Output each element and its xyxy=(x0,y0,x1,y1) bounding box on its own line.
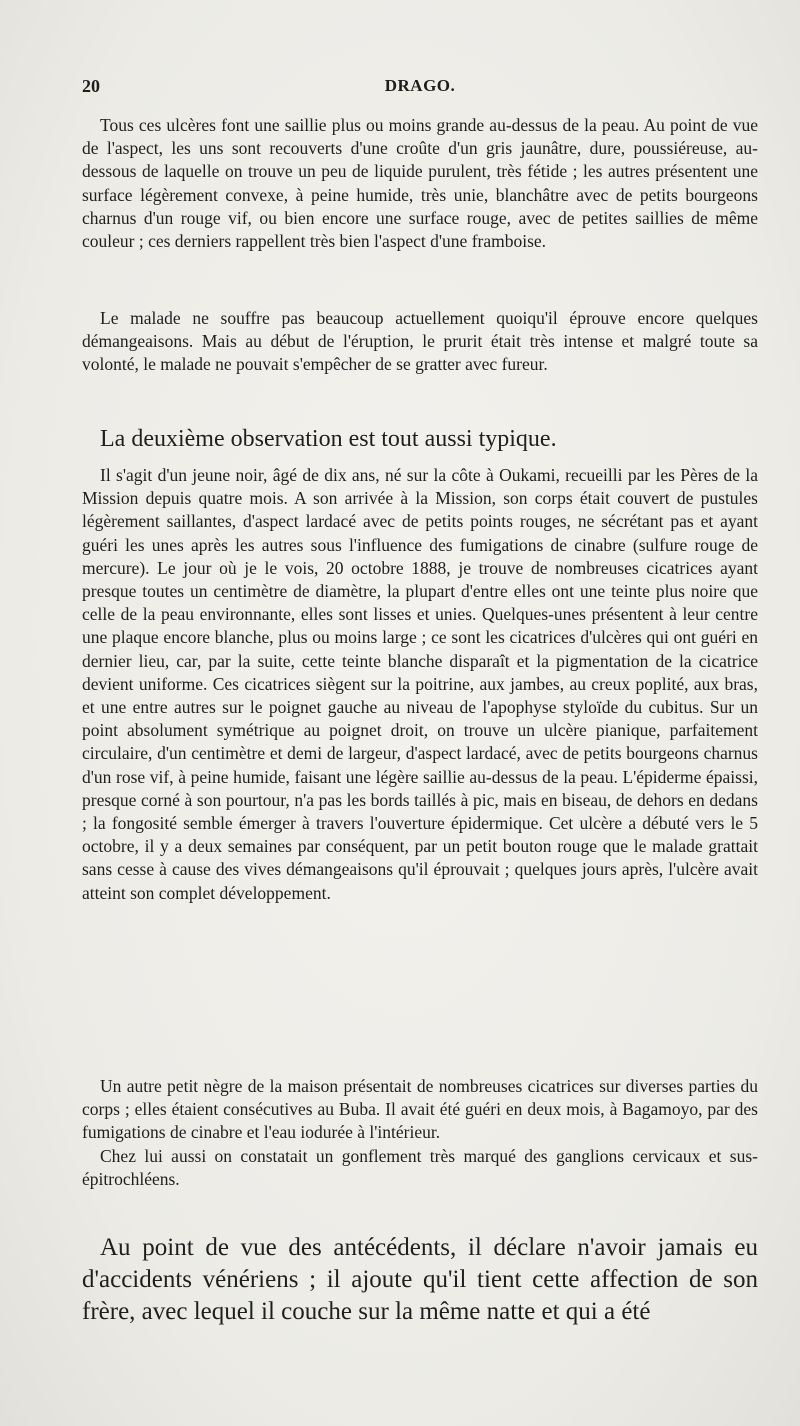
section-heading: La deuxième observation est tout aussi typique. xyxy=(100,426,557,452)
paragraph-another-patient xyxy=(82,1075,758,1145)
page-number: 20 xyxy=(82,76,100,96)
paragraph-text: Au point de vue des antécédents, il déclare n'avoir jamais eu d'accidents vénériens ; il ajoute qu'il tient cette affection de son frère, avec lequel il couche sur la même natte et qui a été xyxy=(82,1234,758,1325)
paragraph-ganglions xyxy=(82,1145,758,1191)
paragraph-text: Le malade ne souffre pas beaucoup actuellement quoiqu'il éprouve encore quelques démangeaisons. Mais au début de l'éruption, le prurit était très intense et malgré toute sa volonté, le malade ne pouvait s'empêcher de se gratter avec fureur. xyxy=(82,308,758,375)
running-head: DRAGO. xyxy=(384,76,456,95)
paragraph-text: Tous ces ulcères font une saillie plus ou moins grande au-dessus de la peau. Au point de vue de l'aspect, les uns sont recouverts d'une croûte d'un gris jaunâtre, dure, poussiéreuse, au-dessous de laquelle on trouve un peu de liquide purulent, très fétide ; les autres présentent une surface légèrement convexe, à peine humide, très unie, blanchâtre avec de petits bourgeons charnus d'un rouge vif, ou bien encore une surface rouge, avec de petites saillies de même couleur ; ces derniers rappellent très bien l'aspect d'une framboise. xyxy=(82,115,758,252)
paragraph-antecedents xyxy=(82,1232,758,1328)
paragraph-text: Chez lui aussi on constatait un gonflement très marqué des ganglions cervicaux et sus-épitrochléens. xyxy=(82,1146,758,1190)
paragraph-text: Il s'agit d'un jeune noir, âgé de dix ans, né sur la côte à Oukami, recueilli par les Pères de la Mission depuis quatre mois. A son arrivée à la Mission, son corps était couvert de pustules légèrement saillantes, d'aspect lardacé avec de petits points rouges, ne sécrétant pas et ayant guéri les unes après les autres sous l'influence des fumigations de cinabre (sulfure rouge de mercure). Le jour où je le vois, 20 octobre 1888, je trouve de nombreuses cicatrices ayant presque toutes un centimètre de diamètre, la plupart d'entre elles ont une teinte plus noire que celle de la peau environnante, elles sont lisses et unies. Quelques-unes présentent à leur centre une plaque encore blanche, plus ou moins large ; ce sont les cicatrices d'ulcères qui ont guéri en dernier lieu, car, par la suite, cette teinte blanche disparaît et la pigmentation de la cicatrice devient uniforme. Ces cicatrices siègent sur la poitrine, aux jambes, au creux poplité, aux bras, et une entre autres sur le poignet gauche au niveau de l'apophyse styloïde du cubitus. Sur un point absolument symétrique au poignet droit, on trouve un ulcère pianique, parfaitement circulaire, d'un centimètre et demi de largeur, d'aspect lardacé, avec de petits bourgeons charnus d'un rose vif, à peine humide, faisant une légère saillie au-dessus de la peau. L'épiderme épaissi, presque corné à son pourtour, n'a pas les bords taillés à pic, mais en biseau, de dehors en dedans ; la fongosité semble émerger à travers l'ouverture épidermique. Cet ulcère a débuté vers le 5 octobre, il y a deux semaines par conséquent, par un petit bouton rouge que le malade grattait sans cesse à cause des vives démangeaisons qu'il éprouvait ; quelques jours après, l'ulcère avait atteint son complet développement. xyxy=(82,465,758,903)
paragraph-ulcer-description xyxy=(82,114,758,253)
paragraph-second-observation xyxy=(82,464,758,905)
paragraph-text: Un autre petit nègre de la maison présentait de nombreuses cicatrices sur diverses parties du corps ; elles étaient consécutives au Buba. Il avait été guéri en deux mois, à Bagamoyo, par des fumigations de cinabre et l'eau iodurée à l'intérieur. xyxy=(82,1076,758,1143)
paragraph-pruritus xyxy=(82,307,758,377)
page-header xyxy=(82,76,758,102)
